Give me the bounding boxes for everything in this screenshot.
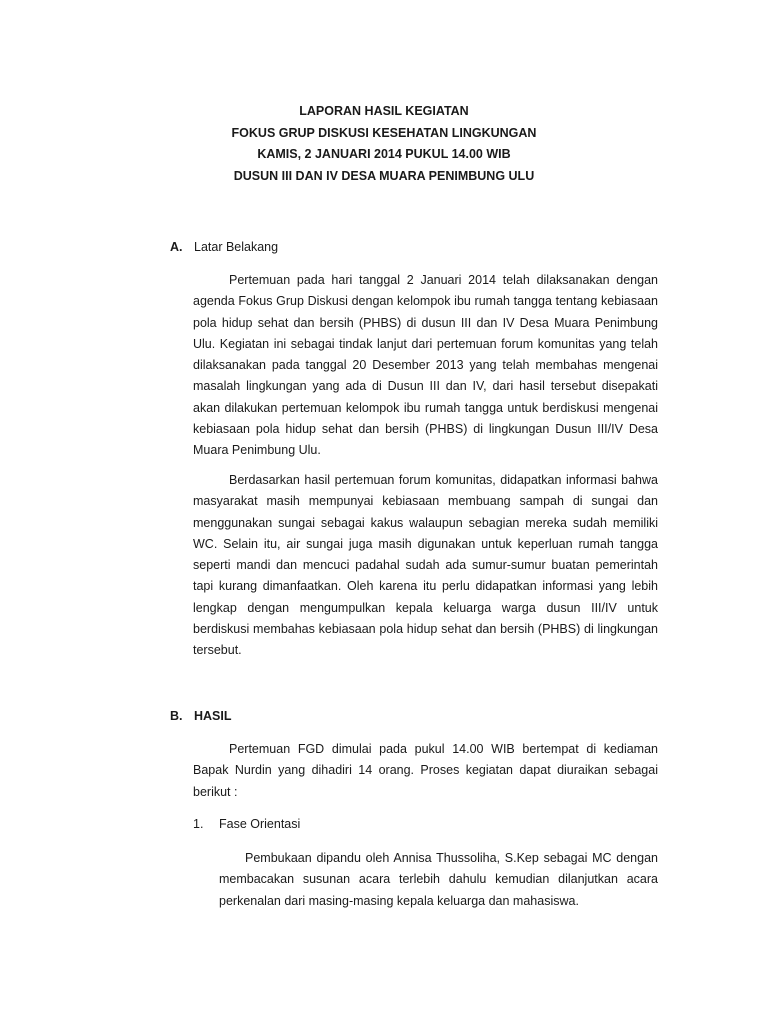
section-a-heading: [170, 240, 278, 254]
title-line-3: KAMIS, 2 JANUARI 2014 PUKUL 14.00 WIB: [257, 147, 511, 161]
section-b-marker: B.: [170, 709, 183, 723]
section-a-paragraph-2: Berdasarkan hasil pertemuan forum komunitas, didapatkan informasi bahwa masyarakat masih mempunyai kebiasaan membuang sampah di sungai dan menggunakan sungai sebagai kakus walaupun sebagian mereka sudah memiliki WC. Selain itu, air sungai juga masih digunakan untuk keperluan rumah tangga seperti mandi dan mencuci padahal sudah ada sumur-sumur buatan pemerintah tapi kurang dimanfaatkan. Oleh karena itu perlu didapatkan informasi yang lebih lengkap dengan mengumpulkan kepala keluarga warga dusun III/IV untuk berdiskusi membahas kebiasaan pola hidup sehat dan bersih (PHBS) di lingkungan tersebut.: [193, 473, 658, 658]
title-line-4: DUSUN III DAN IV DESA MUARA PENIMBUNG ULU: [233, 168, 535, 183]
fase-orientasi-paragraph: Pembukaan dipandu oleh Annisa Thussoliha, S.Kep sebagai MC dengan membacakan susunan acara terlebih dahulu kemudian dilanjutkan acara perkenalan dari masing-masing kepala keluarga dan mahasiswa.: [219, 851, 658, 908]
list-item-number: 1.: [193, 817, 204, 831]
section-a-title: Latar Belakang: [194, 240, 279, 254]
section-a-marker: A.: [170, 240, 183, 254]
title-line-1: LAPORAN HASIL KEGIATAN: [299, 104, 469, 118]
section-a-paragraph-1: Pertemuan pada hari tanggal 2 Januari 2014 telah dilaksanakan dengan agenda Fokus Grup Diskusi dengan kelompok ibu rumah tangga tentang kebiasaan pola hidup sehat dan bersih (PHBS) di dusun III dan IV Desa Muara Penimbung Ulu. Kegiatan ini sebagai tindak lanjut dari pertemuan forum komunitas yang telah dilaksanakan pada tanggal 20 Desember 2013 yang telah membahas mengenai masalah lingkungan yang ada di Dusun III dan IV, dari hasil tersebut disepakati akan dilakukan pertemuan kelompok ibu rumah tangga untuk berdiskusi mengenai kebiasaan pola hidup sehat dan bersih (PHBS) di lingkungan Dusun III/IV Desa Muara Penimbung Ulu.: [193, 273, 658, 458]
section-b-heading: [170, 709, 232, 723]
section-b-paragraph-1: Pertemuan FGD dimulai pada pukul 14.00 WIB bertempat di kediaman Bapak Nurdin yang dihadiri 14 orang. Proses kegiatan dapat diuraikan sebagai berikut :: [193, 742, 658, 799]
list-item-label: Fase Orientasi: [219, 817, 301, 831]
list-item-fase-orientasi: [193, 817, 300, 831]
section-b-title: HASIL: [194, 709, 232, 723]
title-line-2: FOKUS GRUP DISKUSI KESEHATAN LINGKUNGAN: [231, 125, 537, 140]
report-title: [0, 101, 768, 187]
